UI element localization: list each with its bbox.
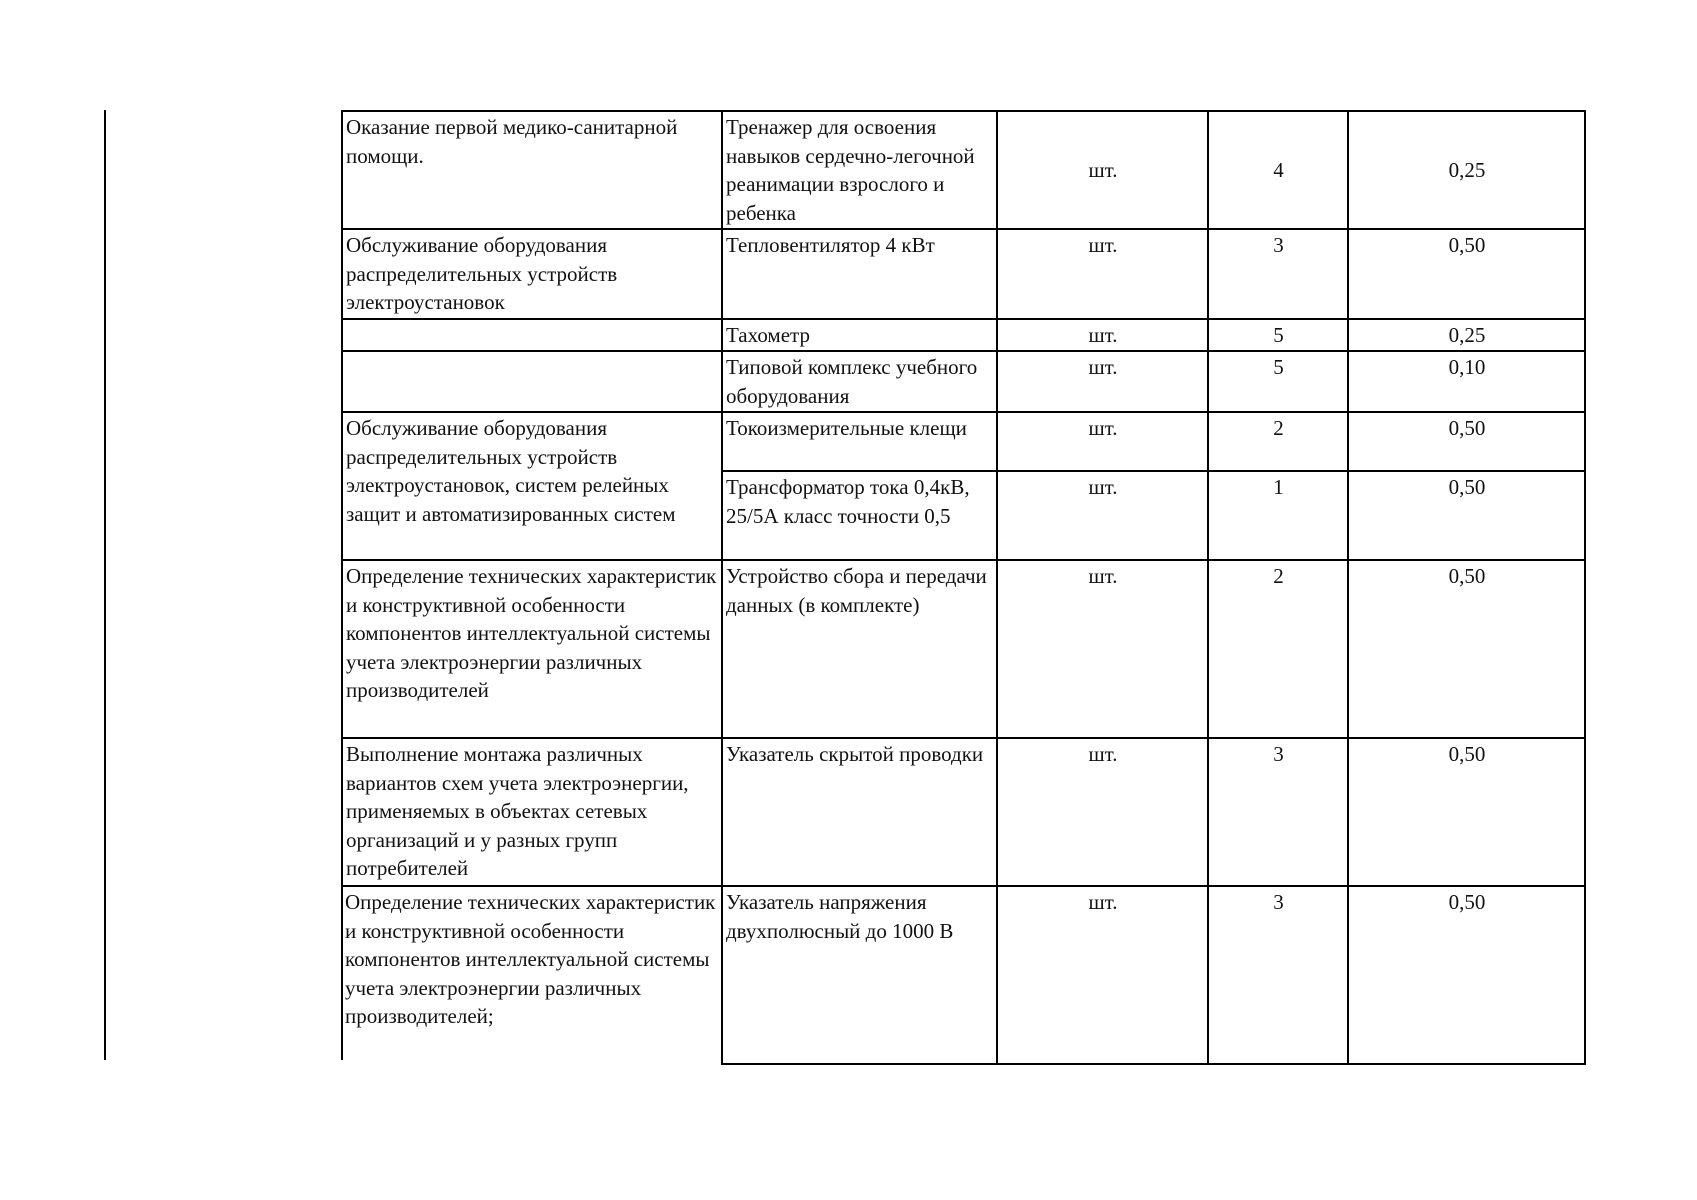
page-margin-line	[104, 110, 106, 1060]
activity-cell	[342, 319, 722, 352]
unit-cell: шт.	[997, 111, 1208, 229]
equipment-cell: Токоизмерительные клещи	[722, 412, 997, 471]
quantity-cell: 2	[1208, 412, 1348, 471]
quantity-cell: 5	[1208, 319, 1348, 352]
table-row	[342, 886, 1585, 1064]
activity-cell: Обслуживание оборудования распределительных устройств электроустановок	[342, 229, 722, 319]
unit-cell: шт.	[997, 229, 1208, 319]
equipment-cell: Тепловентилятор 4 кВт	[722, 229, 997, 319]
coefficient-cell: 0,10	[1348, 351, 1585, 412]
activity-cell: Выполнение монтажа различных вариантов схем учета электроэнергии, применяемых в объектах сетевых организаций и у разных групп потребителей	[342, 738, 722, 886]
unit-cell: шт.	[997, 471, 1208, 560]
activity-cell: Определение технических характеристик и конструктивной особенности компонентов интеллектуальной системы учета электроэнергии различных производителей	[342, 560, 722, 738]
quantity-cell: 3	[1208, 229, 1348, 319]
table-row	[342, 319, 1585, 352]
coefficient-cell: 0,50	[1348, 412, 1585, 471]
quantity-cell: 3	[1208, 886, 1348, 1064]
equipment-cell: Типовой комплекс учебного оборудования	[722, 351, 997, 412]
unit-cell: шт.	[997, 412, 1208, 471]
coefficient-cell: 0,50	[1348, 886, 1585, 1064]
table-row	[342, 229, 1585, 319]
activity-cell: Оказание первой медико-санитарной помощи.	[342, 111, 722, 229]
quantity-cell: 5	[1208, 351, 1348, 412]
equipment-cell: Устройство сбора и передачи данных (в комплекте)	[722, 560, 997, 738]
coefficient-cell: 0,50	[1348, 560, 1585, 738]
activity-cell	[342, 351, 722, 412]
equipment-cell: Указатель напряжения двухполюсный до 1000 В	[722, 886, 997, 1064]
table-row	[342, 111, 1585, 229]
equipment-table	[341, 110, 1586, 1065]
coefficient-cell: 0,50	[1348, 471, 1585, 560]
quantity-cell: 3	[1208, 738, 1348, 886]
unit-cell: шт.	[997, 560, 1208, 738]
equipment-cell: Тренажер для освоения навыков сердечно-легочной реанимации взрослого и ребенка	[722, 111, 997, 229]
quantity-cell: 2	[1208, 560, 1348, 738]
table-row	[342, 351, 1585, 412]
table-row	[342, 560, 1585, 738]
activity-cell: Обслуживание оборудования распределительных устройств электроустановок, систем релейных защит и автоматизированных систем	[342, 412, 722, 560]
unit-cell: шт.	[997, 738, 1208, 886]
quantity-cell: 1	[1208, 471, 1348, 560]
coefficient-cell: 0,25	[1348, 319, 1585, 352]
table-row	[342, 412, 1585, 471]
equipment-cell: Тахометр	[722, 319, 997, 352]
unit-cell: шт.	[997, 351, 1208, 412]
coefficient-cell: 0,50	[1348, 229, 1585, 319]
equipment-cell: Трансформатор тока 0,4кВ, 25/5А класс точности 0,5	[722, 471, 997, 560]
coefficient-cell: 0,25	[1348, 111, 1585, 229]
unit-cell: шт.	[997, 319, 1208, 352]
unit-cell: шт.	[997, 886, 1208, 1064]
coefficient-cell: 0,50	[1348, 738, 1585, 886]
equipment-cell: Указатель скрытой проводки	[722, 738, 997, 886]
quantity-cell: 4	[1208, 111, 1348, 229]
activity-cell: Определение технических характеристик и конструктивной особенности компонентов интеллектуальной системы учета электроэнергии различных производителей;	[342, 886, 722, 1064]
table-row	[342, 738, 1585, 886]
